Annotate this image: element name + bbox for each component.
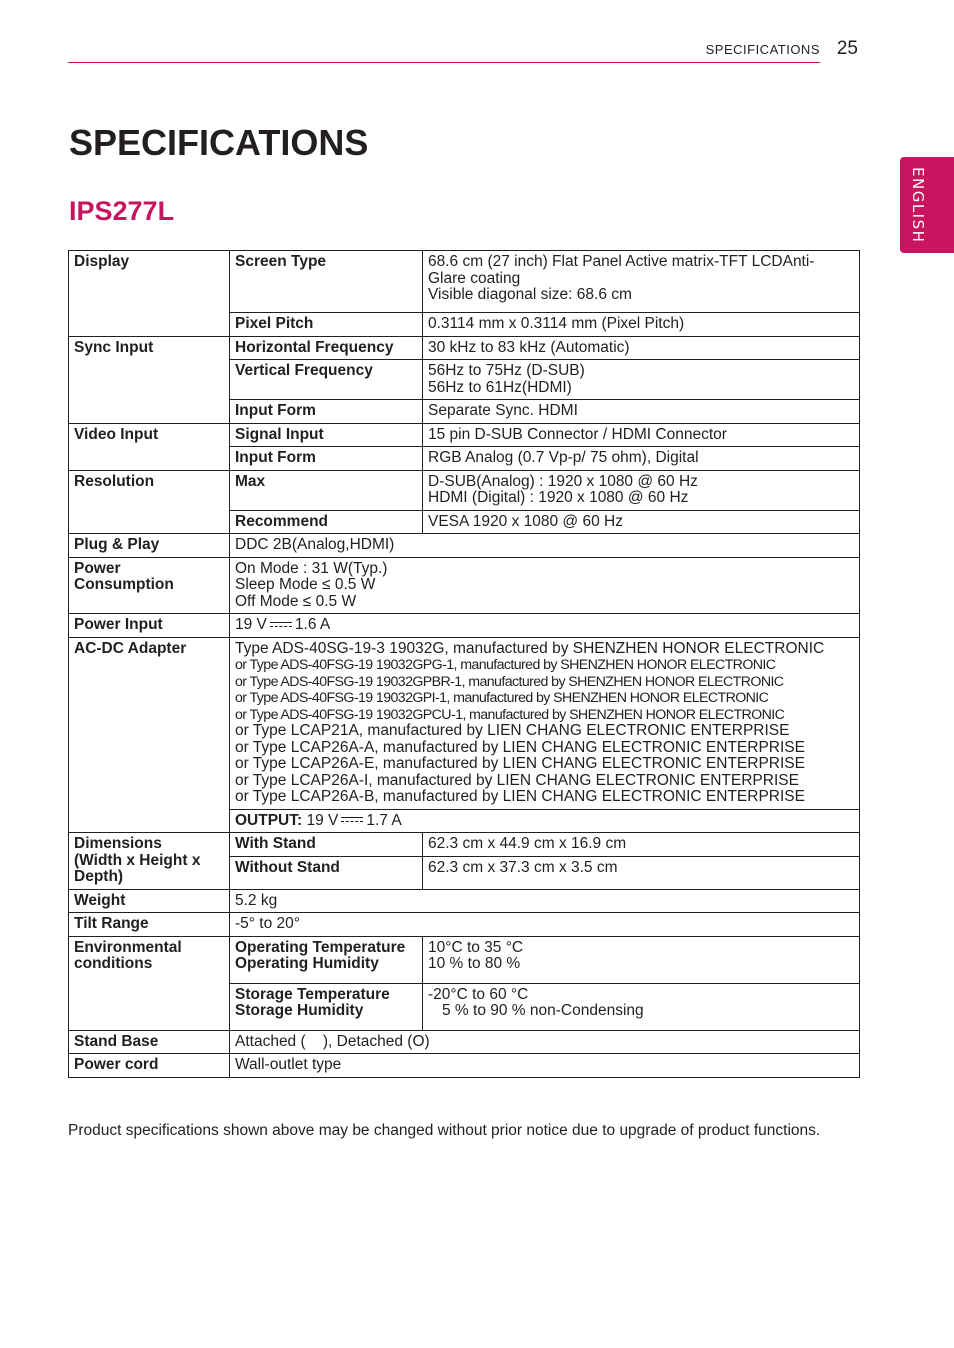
row-label-display: Display [69, 251, 230, 337]
value-power-cord: Wall-outlet type [230, 1054, 860, 1078]
running-header-section: SPECIFICATIONS [705, 42, 820, 57]
page-number: 25 [836, 38, 858, 59]
table-row [69, 614, 860, 638]
label-line: Environmental [74, 938, 182, 956]
table-row [69, 534, 860, 558]
value-current: 1.6 A [294, 616, 331, 633]
adapter-line: or Type ADS-40FSG-19 19032GPBR-1, manufactured by SHENZHEN HONOR ELECTRONIC [235, 673, 784, 690]
value-signal-input: 15 pin D-SUB Connector / HDMI Connector [423, 423, 860, 447]
adapter-line: or Type ADS-40FSG-19 19032GPCU-1, manufactured by SHENZHEN HONOR ELECTRONIC [235, 706, 785, 723]
table-row [69, 1030, 860, 1054]
sub-label-operating [230, 936, 423, 983]
table-row [69, 251, 860, 313]
row-label-power-cord: Power cord [69, 1054, 230, 1078]
value-input-form: Separate Sync. HDMI [423, 400, 860, 424]
label-line: Operating Temperature [235, 938, 406, 956]
value-adapter-output [230, 809, 860, 833]
row-label-power-input: Power Input [69, 614, 230, 638]
output-current: 1.7 A [366, 811, 402, 829]
label-line: Power [74, 559, 121, 577]
label-line: Storage Temperature [235, 985, 390, 1003]
value-voltage: 19 V [235, 616, 267, 633]
value-line: Visible diagonal size: 68.6 cm [428, 286, 632, 303]
value-line: 10°C to 35 °C [428, 938, 524, 956]
row-label-sync-input: Sync Input [69, 336, 230, 423]
row-label-resolution: Resolution [69, 470, 230, 534]
adapter-line: or Type LCAP26A-E, manufactured by LIEN CHANG ELECTRONIC ENTERPRISE [235, 755, 805, 772]
sub-label-recommend: Recommend [230, 510, 423, 534]
row-label-ac-dc-adapter: AC-DC Adapter [69, 637, 230, 833]
model-heading: IPS277L [69, 196, 175, 226]
label-line: Depth) [74, 868, 124, 885]
value-stand-base: Attached ( ), Detached (O) [230, 1030, 860, 1054]
row-label-weight: Weight [69, 889, 230, 913]
adapter-line: or Type LCAP26A-I, manufactured by LIEN CHANG ELECTRONIC ENTERPRISE [235, 771, 799, 789]
adapter-line: Type ADS-40SG-19-3 19032G, manufactured by SHENZHEN HONOR ELECTRONIC [235, 639, 825, 657]
value-line: 5 % to 90 % non-Condensing [442, 1002, 644, 1019]
table-row [69, 637, 860, 809]
header-rule [68, 62, 820, 63]
output-label: OUTPUT: [235, 811, 303, 829]
label-line: Consumption [74, 576, 174, 593]
adapter-line: or Type LCAP21A, manufactured by LIEN CHANG ELECTRONIC ENTERPRISE [235, 722, 790, 739]
dc-symbol-icon [270, 620, 292, 630]
label-line: Operating Humidity [235, 955, 379, 972]
table-row [69, 936, 860, 983]
value-horizontal-frequency: 30 kHz to 83 kHz (Automatic) [423, 336, 860, 360]
sub-label-signal-input: Signal Input [230, 423, 423, 447]
value-recommend: VESA 1920 x 1080 @ 60 Hz [423, 510, 860, 534]
value-pixel-pitch: 0.3114 mm x 0.3114 mm (Pixel Pitch) [423, 313, 860, 337]
table-row [69, 889, 860, 913]
sub-label-max: Max [230, 470, 423, 510]
label-line: Dimensions [74, 835, 162, 852]
value-line: HDMI (Digital) : 1920 x 1080 @ 60 Hz [428, 489, 689, 506]
label-line: Storage Humidity [235, 1002, 364, 1019]
adapter-line: or Type LCAP26A-B, manufactured by LIEN CHANG ELECTRONIC ENTERPRISE [235, 788, 805, 805]
value-screen-type [423, 251, 860, 313]
sub-label-video-input-form: Input Form [230, 447, 423, 471]
spec-table [68, 250, 860, 1078]
adapter-line: or Type ADS-40FSG-19 19032GPI-1, manufactured by SHENZHEN HONOR ELECTRONIC [235, 690, 769, 706]
sub-label-input-form: Input Form [230, 400, 423, 424]
value-line: Sleep Mode ≤ 0.5 W [235, 576, 376, 593]
table-row [69, 833, 860, 857]
table-row [69, 470, 860, 510]
running-header [68, 40, 858, 62]
table-row [69, 557, 860, 614]
value-tilt-range: -5° to 20° [230, 913, 860, 937]
page-title: SPECIFICATIONS [69, 122, 369, 163]
language-tab-label: ENGLISH [909, 167, 927, 244]
footnote: Product specifications shown above may be changed without prior notice due to upgrade of product functions. [68, 1122, 821, 1139]
value-operating [423, 936, 860, 983]
output-voltage: 19 V [306, 811, 339, 829]
table-row [69, 336, 860, 360]
value-ac-dc-adapter [230, 637, 860, 809]
value-weight: 5.2 kg [230, 889, 860, 913]
value-line: Glare coating [428, 269, 521, 287]
sub-label-without-stand: Without Stand [230, 856, 423, 889]
adapter-line: or Type LCAP26A-A, manufactured by LIEN CHANG ELECTRONIC ENTERPRISE [235, 738, 805, 756]
dc-symbol-icon [341, 815, 363, 825]
value-vertical-frequency [423, 360, 860, 400]
value-without-stand: 62.3 cm x 37.3 cm x 3.5 cm [423, 856, 860, 889]
sub-label-vertical-frequency: Vertical Frequency [230, 360, 423, 400]
value-power-input [230, 614, 860, 638]
sub-label-with-stand: With Stand [230, 833, 423, 857]
label-line: (Width x Height x [74, 851, 201, 869]
value-line: D-SUB(Analog) : 1920 x 1080 @ 60 Hz [428, 472, 698, 490]
value-line: -20°C to 60 °C [428, 985, 529, 1003]
sub-label-storage [230, 983, 423, 1030]
adapter-line: or Type ADS-40FSG-19 19032GPG-1, manufactured by SHENZHEN HONOR ELECTRONIC [235, 657, 776, 673]
sub-label-horizontal-frequency: Horizontal Frequency [230, 336, 423, 360]
row-label-tilt-range: Tilt Range [69, 913, 230, 937]
value-storage [423, 983, 860, 1030]
value-line: 56Hz to 75Hz (D-SUB) [428, 362, 585, 379]
sub-label-screen-type: Screen Type [230, 251, 423, 313]
row-label-environmental [69, 936, 230, 1030]
value-max-resolution [423, 470, 860, 510]
row-label-dimensions [69, 833, 230, 890]
row-label-stand-base: Stand Base [69, 1030, 230, 1054]
value-plug-and-play: DDC 2B(Analog,HDMI) [230, 534, 860, 558]
value-line: 56Hz to 61Hz(HDMI) [428, 378, 572, 396]
table-row [69, 423, 860, 447]
row-label-video-input: Video Input [69, 423, 230, 470]
value-video-input-form: RGB Analog (0.7 Vp-p/ 75 ohm), Digital [423, 447, 860, 471]
table-row [69, 913, 860, 937]
language-tab [900, 157, 954, 253]
table-row [69, 1054, 860, 1078]
value-with-stand: 62.3 cm x 44.9 cm x 16.9 cm [423, 833, 860, 857]
value-line: On Mode : 31 W(Typ.) [235, 559, 388, 577]
value-line: 68.6 cm (27 inch) Flat Panel Active matrix-TFT LCDAnti- [428, 253, 815, 270]
row-label-plug-and-play: Plug & Play [69, 534, 230, 558]
label-line: conditions [74, 955, 153, 972]
value-line: Off Mode ≤ 0.5 W [235, 592, 357, 610]
sub-label-pixel-pitch: Pixel Pitch [230, 313, 423, 337]
value-line: 10 % to 80 % [428, 955, 521, 972]
row-label-power-consumption [69, 557, 230, 614]
value-power-consumption [230, 557, 860, 614]
